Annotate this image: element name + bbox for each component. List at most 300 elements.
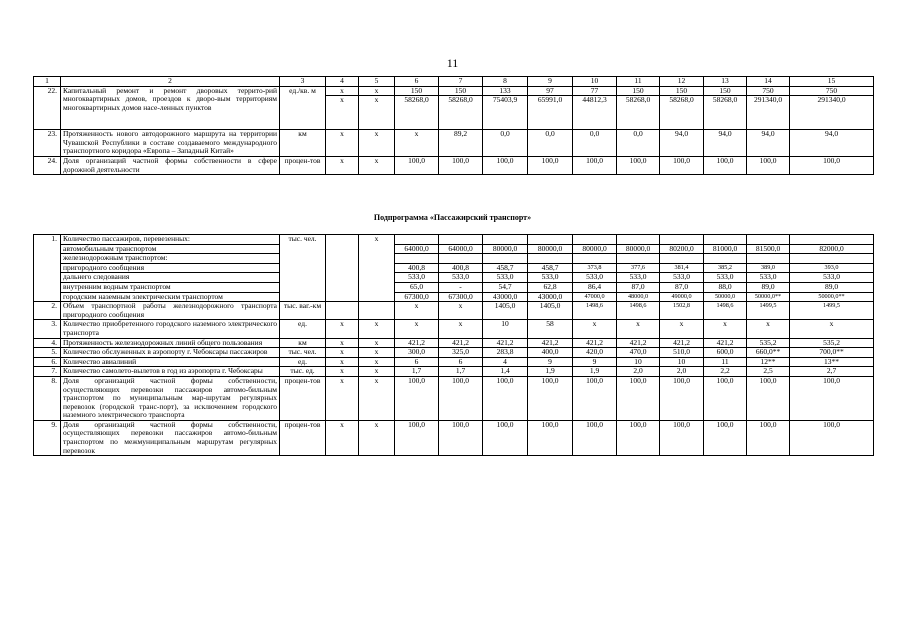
unit-cell: ед./кв. м	[280, 86, 326, 130]
indicator-subname: городским наземным электрическим транспортом	[61, 292, 280, 302]
value-cell: x	[573, 320, 617, 338]
value-cell: 100,0	[790, 156, 874, 174]
value-cell	[326, 282, 359, 292]
row-number: 3.	[34, 320, 61, 338]
value-cell	[326, 302, 359, 320]
value-cell: 49000,0	[660, 292, 704, 302]
value-cell: 100,0	[704, 156, 747, 174]
unit-cell: км	[280, 130, 326, 157]
value-cell: 43000,0	[528, 292, 573, 302]
value-cell: 6	[395, 357, 439, 367]
indicator-name: Количество обслуженных в аэропорту г. Чебоксары пассажиров	[61, 348, 280, 358]
indicator-name: Протяженность железнодорожных линий общего пользования	[61, 338, 280, 348]
column-number: 1	[34, 77, 61, 87]
table-row	[34, 302, 874, 320]
row-number: 22.	[34, 86, 61, 130]
value-cell	[573, 254, 617, 264]
value-cell	[439, 254, 483, 264]
value-cell: x	[359, 420, 395, 455]
value-cell: x	[395, 302, 439, 320]
value-cell: 533,0	[660, 273, 704, 283]
unit-cell: тыс. чел.	[280, 235, 326, 302]
row-number: 7.	[34, 367, 61, 377]
value-cell: 133	[483, 86, 528, 96]
value-cell	[326, 263, 359, 273]
unit-cell: ед.	[280, 357, 326, 367]
table-subrow	[34, 292, 874, 302]
value-cell: 77	[573, 86, 617, 96]
value-cell: x	[326, 130, 359, 157]
value-cell: 400,8	[439, 263, 483, 273]
value-cell: 88,0	[704, 282, 747, 292]
table-row	[34, 348, 874, 358]
value-cell	[790, 254, 874, 264]
value-cell: 0,0	[528, 130, 573, 157]
value-cell: 750	[747, 86, 790, 96]
value-cell: 13**	[790, 357, 874, 367]
value-cell: 58268,0	[617, 96, 660, 130]
value-cell: 291340,0	[790, 96, 874, 130]
value-cell: 535,2	[790, 338, 874, 348]
value-cell: x	[326, 86, 359, 96]
value-cell: x	[326, 376, 359, 420]
value-cell: 50000,0	[704, 292, 747, 302]
value-cell	[704, 235, 747, 245]
value-cell: 150	[704, 86, 747, 96]
value-cell: 535,2	[747, 338, 790, 348]
value-cell: 94,0	[747, 130, 790, 157]
value-cell	[790, 235, 874, 245]
value-cell: 47000,0	[573, 292, 617, 302]
unit-cell: тыс. ваг.-км	[280, 302, 326, 320]
value-cell	[617, 254, 660, 264]
value-cell: 58	[528, 320, 573, 338]
column-number: 9	[528, 77, 573, 87]
value-cell: 100,0	[439, 156, 483, 174]
indicator-name: Количество пассажиров, перевезенных:	[61, 235, 280, 245]
value-cell: 150	[617, 86, 660, 96]
value-cell: 80000,0	[573, 244, 617, 254]
table-row	[34, 338, 874, 348]
value-cell: 600,0	[704, 348, 747, 358]
value-cell: x	[359, 357, 395, 367]
value-cell: 50000,0**	[790, 292, 874, 302]
value-cell: 533,0	[704, 273, 747, 283]
table-row	[34, 235, 874, 245]
indicator-name: Количество авиалиний	[61, 357, 280, 367]
value-cell: 0,0	[617, 130, 660, 157]
value-cell	[359, 292, 395, 302]
value-cell: 81500,0	[747, 244, 790, 254]
value-cell: 421,2	[439, 338, 483, 348]
value-cell	[359, 273, 395, 283]
value-cell: 750	[790, 86, 874, 96]
indicator-subname: пригородного сообщения	[61, 263, 280, 273]
column-number: 4	[326, 77, 359, 87]
value-cell: 421,2	[528, 338, 573, 348]
value-cell	[359, 254, 395, 264]
row-number: 2.	[34, 302, 61, 320]
value-cell: 100,0	[573, 376, 617, 420]
page-number: 11	[446, 56, 459, 70]
value-cell: 58268,0	[395, 96, 439, 130]
value-cell: 150	[660, 86, 704, 96]
value-cell: 381,4	[660, 263, 704, 273]
value-cell: 58268,0	[439, 96, 483, 130]
value-cell: 660,0**	[747, 348, 790, 358]
row-number: 6.	[34, 357, 61, 367]
column-number: 6	[395, 77, 439, 87]
value-cell: 100,0	[573, 420, 617, 455]
value-cell: 420,0	[573, 348, 617, 358]
value-cell	[617, 235, 660, 245]
value-cell	[660, 235, 704, 245]
value-cell: 64000,0	[439, 244, 483, 254]
table-row	[34, 376, 874, 420]
value-cell: 1405,0	[528, 302, 573, 320]
value-cell	[704, 254, 747, 264]
value-cell	[359, 282, 395, 292]
value-cell: 64000,0	[395, 244, 439, 254]
value-cell: 100,0	[660, 376, 704, 420]
value-cell: 82000,0	[790, 244, 874, 254]
value-cell: 325,0	[439, 348, 483, 358]
value-cell: 6	[439, 357, 483, 367]
value-cell: 100,0	[395, 376, 439, 420]
value-cell: x	[704, 320, 747, 338]
value-cell: x	[359, 348, 395, 358]
value-cell: x	[359, 320, 395, 338]
value-cell: 373,8	[573, 263, 617, 273]
column-number: 3	[280, 77, 326, 87]
value-cell: 385,2	[704, 263, 747, 273]
value-cell: 44812,3	[573, 96, 617, 130]
value-cell: 533,0	[395, 273, 439, 283]
value-cell: 100,0	[704, 376, 747, 420]
value-cell: x	[747, 320, 790, 338]
value-cell: 150	[395, 86, 439, 96]
value-cell: 1499,5	[790, 302, 874, 320]
unit-cell: процен-тов	[280, 420, 326, 455]
value-cell: x	[395, 130, 439, 157]
value-cell: 100,0	[790, 376, 874, 420]
value-cell: 11	[704, 357, 747, 367]
value-cell: 421,2	[483, 338, 528, 348]
indicator-name: Доля организаций частной формы собственности в сфере дорожной деятельности	[61, 156, 280, 174]
value-cell: 80000,0	[528, 244, 573, 254]
value-cell: 10	[660, 357, 704, 367]
value-cell: 100,0	[395, 420, 439, 455]
indicator-name: Протяженность нового автодорожного маршрута на территории Чувашской Республики в составе создаваемого международного транспортного коридора «Европа – Западный Китай»	[61, 130, 280, 157]
indicator-subname: дальнего следования	[61, 273, 280, 283]
value-cell: 421,2	[617, 338, 660, 348]
column-number: 15	[790, 77, 874, 87]
table-row	[34, 367, 874, 377]
value-cell: 1405,0	[483, 302, 528, 320]
value-cell: 1,7	[439, 367, 483, 377]
value-cell: 100,0	[704, 420, 747, 455]
value-cell: 533,0	[483, 273, 528, 283]
value-cell	[326, 292, 359, 302]
row-number: 8.	[34, 376, 61, 420]
value-cell: x	[660, 320, 704, 338]
value-cell: x	[359, 96, 395, 130]
value-cell: x	[359, 86, 395, 96]
table-row	[34, 156, 874, 174]
unit-cell: процен-тов	[280, 376, 326, 420]
table-row	[34, 420, 874, 455]
value-cell: 150	[439, 86, 483, 96]
value-cell: 62,8	[528, 282, 573, 292]
indicator-name: Количество приобретенного городского наземного электрического транспорта	[61, 320, 280, 338]
value-cell	[395, 235, 439, 245]
value-cell: 1,9	[573, 367, 617, 377]
value-cell: x	[326, 367, 359, 377]
value-cell: x	[326, 156, 359, 174]
value-cell: x	[326, 338, 359, 348]
value-cell: 100,0	[439, 376, 483, 420]
value-cell	[326, 273, 359, 283]
table-subrow	[34, 263, 874, 273]
value-cell	[747, 254, 790, 264]
value-cell: 75403,9	[483, 96, 528, 130]
column-number: 11	[617, 77, 660, 87]
value-cell: 300,0	[395, 348, 439, 358]
value-cell: 291340,0	[747, 96, 790, 130]
value-cell: 65,0	[395, 282, 439, 292]
value-cell: 43000,0	[483, 292, 528, 302]
unit-cell: процен-тов	[280, 156, 326, 174]
value-cell: 421,2	[395, 338, 439, 348]
value-cell	[573, 235, 617, 245]
table-row	[34, 320, 874, 338]
value-cell: 2,2	[704, 367, 747, 377]
column-number: 5	[359, 77, 395, 87]
value-cell: 10	[617, 357, 660, 367]
value-cell	[439, 235, 483, 245]
value-cell: x	[359, 130, 395, 157]
indicator-name: Доля организаций частной формы собственности, осуществляющих перевозки пассажиров автомо-бильным транспортом по муниципальным мар-шрутам регулярных перевозок (городской транс-порт), за исключением городского наземного электрического транспорта	[61, 376, 280, 420]
value-cell: 2,0	[617, 367, 660, 377]
value-cell: 1,9	[528, 367, 573, 377]
unit-cell: ед.	[280, 320, 326, 338]
indicator-name: Объем транспортной работы железнодорожного транспорта пригородного сообщения	[61, 302, 280, 320]
indicator-subname: внутренним водным транспортом	[61, 282, 280, 292]
value-cell: 389,0	[747, 263, 790, 273]
value-cell: 100,0	[660, 420, 704, 455]
value-cell: 283,8	[483, 348, 528, 358]
value-cell: 533,0	[790, 273, 874, 283]
indicators-table-lower	[33, 234, 874, 456]
indicator-subname: железнодорожным транспортом:	[61, 254, 280, 264]
value-cell: 100,0	[483, 376, 528, 420]
indicator-name: Капитальный ремонт и ремонт дворовых террито-рий многоквартирных домов, проездов к дворо-вым территориям многоквартирных домов насе-ленных пунктов	[61, 86, 280, 130]
value-cell: 87,0	[660, 282, 704, 292]
value-cell: 12**	[747, 357, 790, 367]
value-cell: x	[359, 367, 395, 377]
value-cell: x	[395, 320, 439, 338]
row-number: 1.	[34, 235, 61, 302]
value-cell: 100,0	[617, 376, 660, 420]
column-number: 7	[439, 77, 483, 87]
value-cell: 9	[573, 357, 617, 367]
unit-cell: км	[280, 338, 326, 348]
value-cell: 458,7	[528, 263, 573, 273]
value-cell: 89,2	[439, 130, 483, 157]
value-cell: 86,4	[573, 282, 617, 292]
value-cell	[660, 254, 704, 264]
value-cell: 67300,0	[395, 292, 439, 302]
value-cell: 87,0	[617, 282, 660, 292]
value-cell: x	[326, 96, 359, 130]
row-number: 4.	[34, 338, 61, 348]
value-cell: 10	[483, 320, 528, 338]
unit-cell: тыс. чел.	[280, 348, 326, 358]
value-cell: x	[359, 338, 395, 348]
value-cell: 100,0	[528, 420, 573, 455]
value-cell: x	[359, 376, 395, 420]
value-cell	[359, 263, 395, 273]
value-cell: 100,0	[573, 156, 617, 174]
value-cell: 89,0	[790, 282, 874, 292]
value-cell: 1502,8	[660, 302, 704, 320]
value-cell: 1,7	[395, 367, 439, 377]
value-cell: 65991,0	[528, 96, 573, 130]
row-number: 5.	[34, 348, 61, 358]
value-cell: 400,0	[528, 348, 573, 358]
value-cell: 100,0	[617, 156, 660, 174]
unit-cell: тыс. ед.	[280, 367, 326, 377]
value-cell: x	[439, 320, 483, 338]
value-cell: 1498,6	[704, 302, 747, 320]
value-cell: 421,2	[660, 338, 704, 348]
value-cell: 89,0	[747, 282, 790, 292]
value-cell: x	[617, 320, 660, 338]
subprogram-title: Подпрограмма «Пассажирский транспорт»	[373, 213, 532, 222]
value-cell: x	[326, 320, 359, 338]
value-cell: 94,0	[704, 130, 747, 157]
value-cell: 94,0	[660, 130, 704, 157]
value-cell: x	[326, 357, 359, 367]
value-cell	[326, 254, 359, 264]
value-cell: 80000,0	[617, 244, 660, 254]
value-cell: 100,0	[747, 376, 790, 420]
value-cell: 4	[483, 357, 528, 367]
value-cell: x	[790, 320, 874, 338]
value-cell: x	[326, 348, 359, 358]
row-number: 24.	[34, 156, 61, 174]
value-cell: 1498,6	[573, 302, 617, 320]
column-number: 13	[704, 77, 747, 87]
value-cell: 100,0	[660, 156, 704, 174]
value-cell: 58268,0	[704, 96, 747, 130]
value-cell: x	[359, 235, 395, 245]
table-subrow	[34, 273, 874, 283]
value-cell: 2,5	[747, 367, 790, 377]
value-cell: 533,0	[528, 273, 573, 283]
value-cell: 1498,6	[617, 302, 660, 320]
value-cell: 421,2	[704, 338, 747, 348]
indicator-subname: автомобильным транспортом	[61, 244, 280, 254]
value-cell: 510,0	[660, 348, 704, 358]
value-cell: 97	[528, 86, 573, 96]
column-number: 2	[61, 77, 280, 87]
column-number: 10	[573, 77, 617, 87]
indicator-name: Количество самолето-вылетов в год из аэропорта г. Чебоксары	[61, 367, 280, 377]
value-cell: 9	[528, 357, 573, 367]
value-cell: 94,0	[790, 130, 874, 157]
table-row	[34, 86, 874, 96]
value-cell	[483, 235, 528, 245]
value-cell: 58268,0	[660, 96, 704, 130]
value-cell: 470,0	[617, 348, 660, 358]
value-cell: 80000,0	[483, 244, 528, 254]
indicator-name: Доля организаций частной формы собственности, осуществляющих перевозки пассажиров автомо-бильным транспортом по межмуниципальным маршрутам регулярных перевозок	[61, 420, 280, 455]
value-cell: 1,4	[483, 367, 528, 377]
value-cell	[395, 254, 439, 264]
value-cell: 67300,0	[439, 292, 483, 302]
value-cell: 0,0	[573, 130, 617, 157]
value-cell: 533,0	[617, 273, 660, 283]
table-row	[34, 130, 874, 157]
value-cell: 400,8	[395, 263, 439, 273]
value-cell: 533,0	[439, 273, 483, 283]
row-number: 9.	[34, 420, 61, 455]
value-cell: 393,0	[790, 263, 874, 273]
value-cell: x	[326, 420, 359, 455]
value-cell: 80200,0	[660, 244, 704, 254]
value-cell	[747, 235, 790, 245]
column-number-row	[34, 77, 874, 87]
value-cell: 458,7	[483, 263, 528, 273]
value-cell: x	[439, 302, 483, 320]
table-row	[34, 357, 874, 367]
value-cell: 81000,0	[704, 244, 747, 254]
value-cell: -	[439, 282, 483, 292]
value-cell: 100,0	[617, 420, 660, 455]
value-cell: 100,0	[790, 420, 874, 455]
value-cell: 54,7	[483, 282, 528, 292]
value-cell: 377,6	[617, 263, 660, 273]
value-cell	[359, 244, 395, 254]
value-cell	[326, 235, 359, 245]
value-cell: 533,0	[747, 273, 790, 283]
value-cell: 100,0	[528, 156, 573, 174]
row-number: 23.	[34, 130, 61, 157]
value-cell	[528, 235, 573, 245]
value-cell: 421,2	[573, 338, 617, 348]
value-cell: 700,0**	[790, 348, 874, 358]
value-cell: 2,0	[660, 367, 704, 377]
value-cell: 100,0	[528, 376, 573, 420]
value-cell: 533,0	[573, 273, 617, 283]
table-subrow	[34, 244, 874, 254]
value-cell: 50000,0**	[747, 292, 790, 302]
value-cell	[528, 254, 573, 264]
value-cell: 100,0	[747, 420, 790, 455]
value-cell	[326, 244, 359, 254]
value-cell: 100,0	[439, 420, 483, 455]
value-cell	[359, 302, 395, 320]
value-cell: x	[359, 156, 395, 174]
value-cell: 0,0	[483, 130, 528, 157]
value-cell: 100,0	[483, 156, 528, 174]
column-number: 12	[660, 77, 704, 87]
value-cell: 100,0	[395, 156, 439, 174]
table-subrow	[34, 254, 874, 264]
value-cell: 1499,5	[747, 302, 790, 320]
value-cell	[483, 254, 528, 264]
